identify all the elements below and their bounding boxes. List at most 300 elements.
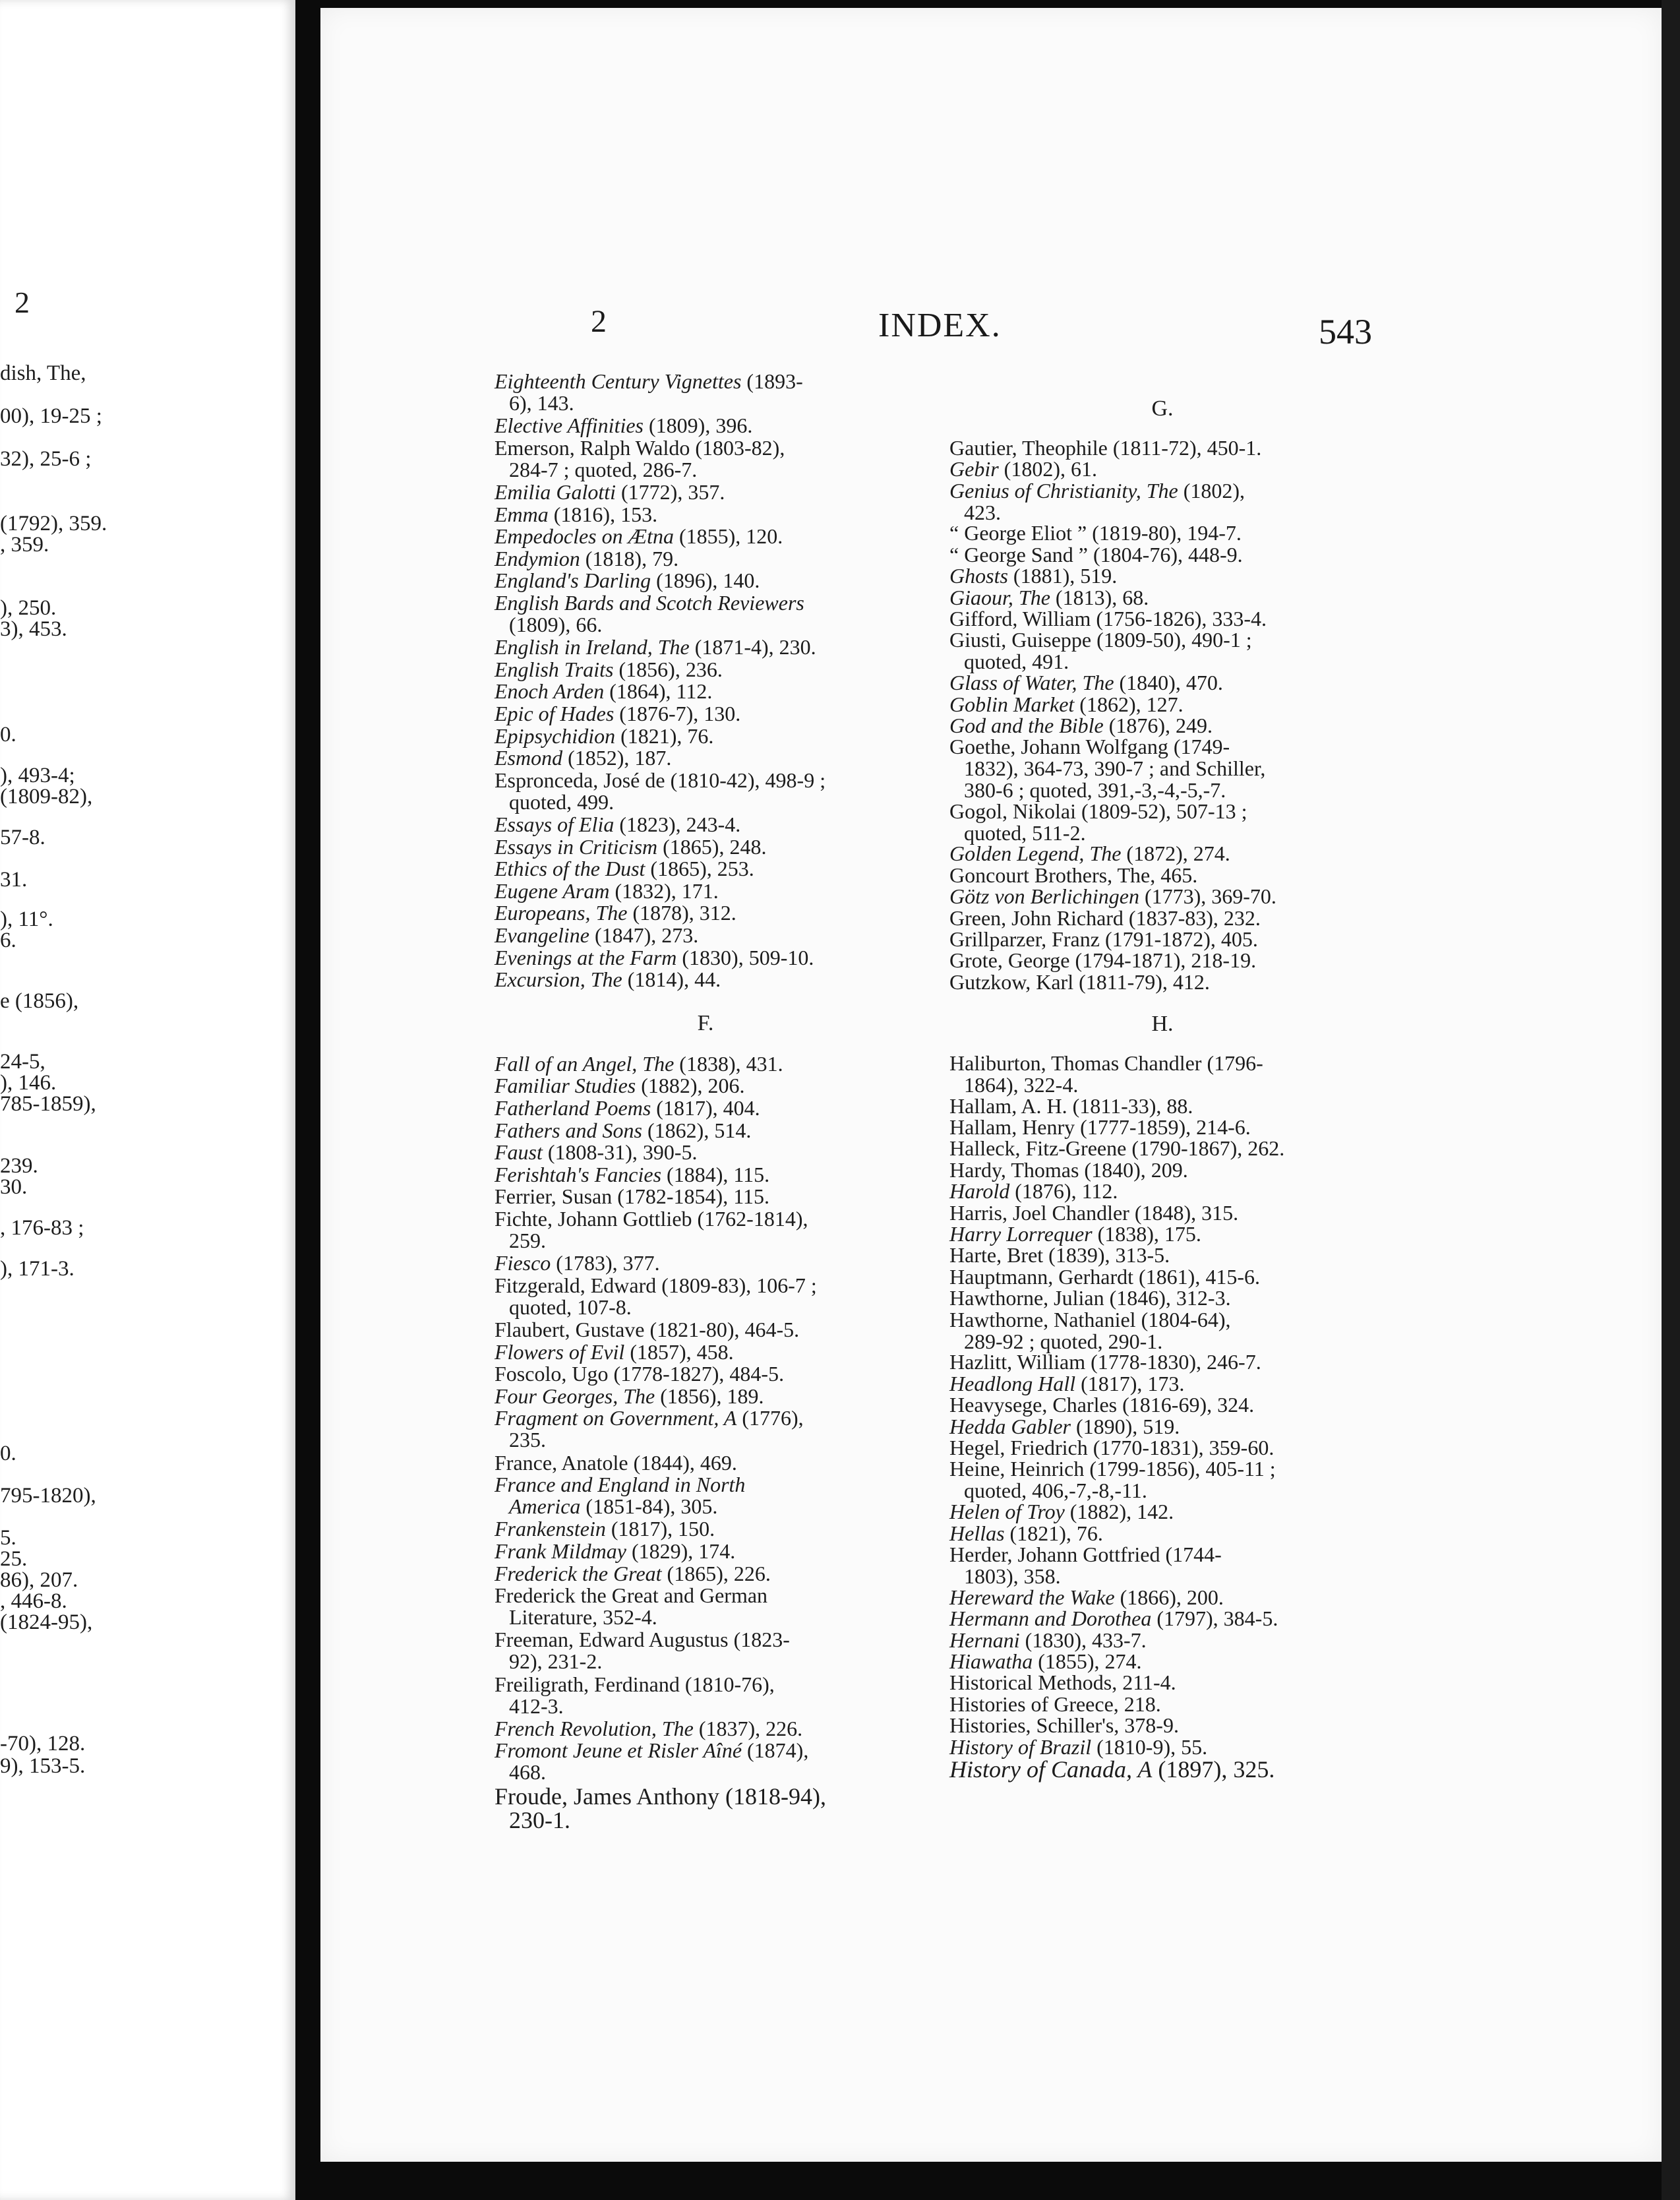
entry-text: Goethe, Johann Wolfgang (1749- [949,735,1230,759]
left-page-text-fragment: 9), 153-5. [0,1754,86,1778]
index-entry [495,1541,916,1562]
index-entry [949,1053,1375,1096]
index-entry [949,1394,1375,1416]
left-page-text-fragment: ), 493-4; [0,764,75,787]
entry-title: Flowers of Evil [495,1339,625,1364]
index-entry [949,971,1375,993]
index-entry [495,1740,916,1783]
entry-continuation [495,614,916,636]
left-page-text-fragment: 3), 453. [0,617,67,641]
entry-text: (1865), 248. [657,834,767,859]
entry-text: (1862), 127. [1074,692,1184,716]
left-page-text-fragment: 30. [0,1175,28,1199]
index-entry [495,548,916,570]
index-entry [495,1208,916,1252]
entry-continuation [495,1808,916,1832]
index-entry [949,715,1375,737]
entry-text: (1865), 226. [661,1561,771,1585]
index-entry [949,1095,1375,1117]
index-entry [495,947,916,969]
entry-text: (1830), 509-10. [676,945,814,969]
index-entry [495,902,916,924]
entry-text: (1817), 150. [605,1517,715,1541]
header-signature-number: 2 [591,304,607,339]
index-entry [949,1223,1375,1245]
entry-text: (1881), 519. [1007,564,1118,588]
index-entry [949,480,1375,524]
entry-text: Gutzkow, Karl (1811-79), 412. [949,969,1210,994]
index-entry [495,925,916,946]
entry-text: Heine, Heinrich (1799-1856), 405-11 ; [949,1457,1276,1481]
entry-title: England's Darling [495,568,651,593]
left-facing-page [0,0,295,2200]
index-entry [949,1587,1375,1608]
entry-title: Essays in Criticism [495,834,658,859]
entry-continuation-text: 1803), 358. [964,1564,1061,1589]
entry-text: (1882), 142. [1064,1500,1174,1524]
entry-continuation-text: quoted, 499. [509,789,615,814]
entry-text: (1840), 470. [1114,671,1223,695]
entry-title: Essays of Elia [495,812,615,836]
entry-text: (1838), 175. [1092,1222,1201,1246]
index-entry [949,801,1375,844]
left-page-text-fragment: (1792), 359. [0,512,107,535]
index-entry [495,880,916,902]
entry-text: Hazlitt, William (1778-1830), 246-7. [949,1350,1261,1374]
index-entry [949,1373,1375,1395]
entry-text: Gifford, William (1756-1826), 333-4. [949,606,1267,630]
entry-text: Foscolo, Ugo (1778-1827), 484-5. [495,1362,785,1386]
section-letter: F. [697,1011,714,1036]
entry-title: Four Georges, The [495,1384,655,1408]
entry-text: Hallam, A. H. (1811-33), 88. [949,1093,1193,1118]
index-entry [949,736,1375,801]
index-entry [495,681,916,702]
entry-continuation-text: quoted, 511-2. [964,820,1086,845]
left-page-text-fragment: , 446-8. [0,1589,67,1613]
entry-title: Harry Lorrequer [949,1222,1093,1246]
entry-continuation [495,1297,916,1318]
index-entry [949,694,1375,716]
index-entry [495,836,916,858]
entry-text: Frederick the Great and German [495,1583,768,1608]
entry-continuation [495,1761,916,1783]
index-entry [495,725,916,747]
index-entry [495,747,916,769]
left-page-text-fragment: 25. [0,1547,28,1571]
index-entry [949,1138,1375,1159]
index-entry [949,672,1375,694]
entry-continuation: 380-6 ; quoted, 391,-3,-4,-5,-7. [964,778,1226,803]
left-page-text-fragment: e (1856), [0,989,79,1013]
entry-text: (1852), 187. [562,746,672,770]
left-page-text-fragment: 32), 25-6 ; [0,447,92,471]
index-entry [949,1159,1375,1181]
index-entry [949,907,1375,929]
entry-title: Glass of Water, The [949,671,1114,695]
index-entry [949,1501,1375,1523]
entry-continuation-text: 468. [509,1760,546,1785]
entry-continuation-text: 6), 143. [509,391,574,415]
entry-continuation-text: 1832), 364-73, 390-7 ; and Schiller, [964,756,1266,781]
entry-text: Haliburton, Thomas Chandler (1796- [949,1051,1263,1075]
entry-title: America [509,1494,581,1519]
index-entry [949,1715,1375,1736]
index-entry [949,1608,1375,1630]
entry-text: (1816), 153. [548,502,658,526]
left-page-text-fragment: ), 250. [0,596,57,620]
index-entry [495,1075,916,1097]
entry-continuation [495,392,916,414]
entry-title: Elective Affinities [495,413,644,438]
index-page [320,8,1662,2162]
entry-text: Grote, George (1794-1871), 218-19. [949,948,1257,973]
index-entry [495,1341,916,1363]
index-entry [495,504,916,526]
entry-text: Herder, Johann Gottfried (1744- [949,1543,1222,1567]
entry-title: Empedocles on Ætna [495,524,674,549]
index-entry [495,1275,916,1318]
entry-text: (1876), 249. [1103,713,1213,737]
entry-title: Evenings at the Farm [495,945,677,969]
left-page-text-fragment: ), 11°. [0,907,53,931]
section-letter: G. [1151,396,1174,421]
entry-title: Hellas [949,1521,1005,1545]
entry-title: Fiesco [495,1251,551,1275]
entry-title: Eighteenth Century Vignettes [495,369,742,393]
entry-text: Freeman, Edward Augustus (1823- [495,1628,790,1652]
entry-title: Frederick the Great [495,1561,662,1585]
index-entry [495,703,916,725]
index-entry [495,1563,916,1585]
index-entry [949,1351,1375,1373]
index-entry [495,1363,916,1385]
entry-text: Hallam, Henry (1777-1859), 214-6. [949,1115,1251,1140]
entry-text: “ George Eliot ” (1819-80), 194-7. [949,521,1242,545]
index-entry [495,437,916,481]
entry-continuation-text: 1864), 322-4. [964,1072,1079,1097]
index-entry [949,929,1375,950]
index-entry [495,1585,916,1628]
index-entry [495,636,916,658]
index-entry [949,1523,1375,1544]
entry-continuation [495,1696,916,1717]
entry-text: Histories, Schiller's, 378-9. [949,1713,1179,1738]
entry-text: (1864), 112. [604,679,713,704]
entry-continuation-text: (1851-84), 305. [580,1494,718,1519]
page-number: 543 [1319,312,1372,351]
entry-text: (1838), 431. [674,1051,783,1076]
entry-continuation [495,1429,916,1451]
index-entry [949,1309,1375,1353]
entry-text: (1773), 369-70. [1139,884,1276,909]
entry-title: Europeans, The [495,901,628,925]
index-entry [949,544,1375,566]
left-page-text-fragment: ), 146. [0,1071,57,1095]
entry-text: Froude, James Anthony (1818-94), [495,1783,826,1810]
index-entry [949,1630,1375,1651]
left-page-text-fragment: 5. [0,1526,16,1550]
entry-text: Hawthorne, Julian (1846), 312-3. [949,1286,1231,1310]
entry-text: France, Anatole (1844), 469. [495,1450,737,1475]
left-page-text-fragment: 86), 207. [0,1568,78,1592]
index-entry [949,565,1375,587]
left-page-text-fragment: 239. [0,1154,38,1178]
entry-continuation [949,822,1375,844]
index-entry [949,1202,1375,1224]
entry-continuation-text: quoted, 107-8. [509,1295,632,1319]
entry-text: Ferrier, Susan (1782-1854), 115. [495,1184,770,1209]
entry-title: Headlong Hall [949,1371,1076,1395]
left-page-text-fragment: , 176-83 ; [0,1216,84,1240]
entry-title: Epic of Hades [495,702,615,725]
entry-text: (1897), 325. [1152,1756,1275,1783]
entry-text: (1866), 200. [1114,1585,1224,1609]
entry-title: Fragment on Government, A [495,1406,737,1430]
index-entry [949,1757,1375,1781]
index-entry [949,522,1375,544]
entry-continuation [949,758,1375,779]
index-entry [495,1053,916,1075]
entry-continuation-text: 259. [509,1229,546,1253]
entry-text: Harris, Joel Chandler (1848), 315. [949,1200,1239,1225]
entry-continuation-text: (1809), 66. [509,613,603,636]
index-entry [495,858,916,880]
entry-text: (1876-7), 130. [614,702,741,725]
entry-title: Hermann and Dorothea [949,1606,1152,1631]
index-entry [495,1386,916,1407]
entry-continuation [495,1606,916,1628]
entry-text: “ George Sand ” (1804-76), 448-9. [949,542,1243,566]
entry-text: Fitzgerald, Edward (1809-83), 106-7 ; [495,1273,817,1297]
entry-title: Helen of Troy [949,1500,1065,1524]
entry-text: (1847), 273. [589,923,699,947]
index-entry [495,371,916,414]
index-entry [949,1544,1375,1587]
entry-text: Giusti, Guiseppe (1809-50), 490-1 ; [949,628,1252,652]
entry-continuation-text: quoted, 406,-7,-8,-11. [964,1479,1147,1503]
entry-continuation [495,791,916,813]
entry-continuation-text: 289-92 ; quoted, 290-1. [964,1329,1163,1353]
entry-text: (1821), 76. [1004,1521,1103,1545]
index-entry [495,1186,916,1207]
entry-text: (1857), 458. [624,1339,734,1364]
entry-continuation-text: quoted, 491. [964,650,1069,674]
entry-title: Fall of an Angel, The [495,1051,675,1076]
entry-text: (1884), 115. [661,1162,770,1186]
index-entry [495,592,916,636]
entry-continuation [495,1230,916,1252]
entry-title: Emma [495,502,549,526]
index-entry [949,587,1375,609]
entry-text: Emerson, Ralph Waldo (1803-82), [495,435,785,460]
entry-text: (1855), 120. [673,524,783,549]
entry-text: (1878), 312. [627,901,736,925]
entry-text: Heavysege, Charles (1816-69), 324. [949,1393,1255,1417]
entry-text: (1856), 236. [613,657,723,681]
index-entry [949,1416,1375,1438]
index-entry [495,570,916,592]
entry-continuation [949,1331,1375,1353]
left-page-text-fragment: 785-1859), [0,1092,96,1116]
entry-text: Harte, Bret (1839), 313-5. [949,1243,1170,1268]
entry-text: Freiligrath, Ferdinand (1810-76), [495,1672,775,1696]
entry-continuation-text: 230-1. [509,1806,570,1833]
entry-title: Ferishtah's Fancies [495,1162,662,1186]
entry-title: God and the Bible [949,713,1104,737]
entry-text: (1876), 112. [1009,1179,1118,1204]
entry-title: History of Brazil [949,1734,1092,1759]
index-entry [495,1164,916,1186]
entry-text: Gogol, Nikolai (1809-52), 507-13 ; [949,799,1247,823]
entry-text: (1809), 396. [644,413,753,438]
index-entry [949,1437,1375,1459]
left-page-text-fragment: (1809-82), [0,785,93,809]
entry-text: Hegel, Friedrich (1770-1831), 359-60. [949,1436,1275,1460]
index-entry [495,1474,916,1517]
left-page-text-fragment: 57-8. [0,826,45,849]
entry-text: (1821), 76. [615,723,714,748]
entry-title: Endymion [495,546,580,570]
entry-text: (1855), 274. [1033,1649,1142,1674]
entry-text: (1802), [1178,478,1245,503]
entry-continuation-text: 423. [964,500,1001,524]
entry-text: (1871-4), 230. [689,635,816,659]
left-page-number: 2 [15,286,30,319]
entry-text: Hardy, Thomas (1840), 209. [949,1157,1188,1182]
entry-title: France and England in North [495,1473,746,1497]
index-entry [949,1672,1375,1694]
left-page-text-fragment: (1824-95), [0,1610,93,1634]
entry-text: (1823), 243-4. [614,812,741,836]
index-entry [495,1120,916,1142]
entry-title: History of Canada, A [949,1756,1153,1783]
entry-title: Ethics of the Dust [495,857,645,881]
index-entry [495,415,916,437]
index-entry [949,843,1375,865]
entry-title: Enoch Arden [495,679,605,704]
entry-text: (1837), 226. [693,1716,803,1740]
index-entry [495,526,916,547]
index-entry [949,950,1375,971]
entry-title: Golden Legend, The [949,841,1122,866]
entry-text: Goncourt Brothers, The, 465. [949,863,1198,887]
entry-title: Giaour, The [949,585,1050,609]
entry-text: Hauptmann, Gerhardt (1861), 415-6. [949,1264,1260,1289]
entry-title: Goblin Market [949,692,1075,716]
entry-text: Historical Methods, 211-4. [949,1670,1176,1695]
index-entry [949,1651,1375,1672]
index-entry [949,458,1375,480]
entry-text: (1797), 384-5. [1151,1606,1278,1631]
entry-text: (1814), 44. [622,967,721,992]
left-page-text-fragment: 795-1820), [0,1484,96,1508]
index-entry [949,1180,1375,1202]
index-entry [495,1252,916,1274]
left-page-text-fragment: 0. [0,1442,16,1465]
entry-title: Hiawatha [949,1649,1033,1674]
entry-text: (1772), 357. [616,480,725,504]
left-page-text-fragment: 31. [0,868,28,892]
index-entry [495,1097,916,1119]
entry-text: (1874), [742,1738,809,1763]
index-entry [495,1142,916,1163]
entry-text: Histories of Greece, 218. [949,1692,1161,1716]
index-entry [949,1736,1375,1758]
entry-title: Ghosts [949,564,1008,588]
index-entry [495,770,916,813]
index-entry [495,1674,916,1717]
entry-title: Fatherland Poems [495,1096,651,1120]
entry-text: Fichte, Johann Gottlieb (1762-1814), [495,1207,808,1231]
entry-text: Espronceda, José de (1810-42), 498-9 ; [495,768,826,792]
entry-text: Halleck, Fitz-Greene (1790-1867), 262. [949,1136,1285,1161]
entry-continuation-text: 284-7 ; quoted, 286-7. [509,457,698,481]
left-page-text-fragment: 00), 19-25 ; [0,404,102,428]
entry-text: (1783), 377. [551,1251,660,1275]
entry-text: (1810-9), 55. [1091,1734,1208,1759]
entry-text: (1882), 206. [636,1074,745,1098]
entry-text: (1818), 79. [580,546,679,570]
entry-text: Flaubert, Gustave (1821-80), 464-5. [495,1318,800,1342]
entry-continuation [495,1496,916,1517]
entry-title: Frankenstein [495,1517,606,1541]
index-entry [495,1629,916,1672]
entry-text: (1817), 173. [1075,1371,1185,1395]
entry-text: (1829), 174. [626,1539,736,1564]
index-entry [495,659,916,681]
entry-title: Hernani [949,1628,1020,1652]
entry-title: Eugene Aram [495,878,610,903]
entry-title: Evangeline [495,923,589,947]
entry-title: Hedda Gabler [949,1414,1071,1438]
entry-continuation-text: 235. [509,1428,546,1452]
entry-title: Epipsychidion [495,723,616,748]
entry-text: (1802), 61. [998,457,1097,481]
index-entry [949,437,1375,459]
entry-title: Hereward the Wake [949,1585,1115,1609]
entry-title: Harold [949,1179,1010,1204]
index-entry [495,814,916,836]
entry-text: Gautier, Theophile (1811-72), 450-1. [949,435,1262,460]
entry-text: (1817), 404. [651,1096,760,1120]
entry-continuation [949,1074,1375,1096]
left-page-text-fragment: 0. [0,723,16,747]
left-page-text-fragment: -70), 128. [0,1732,86,1756]
entry-continuation [495,1651,916,1672]
index-entry [495,1407,916,1451]
index-entry [495,1718,916,1740]
entry-text: Hawthorne, Nathaniel (1804-64), [949,1307,1231,1331]
entry-text: (1808-31), 390-5. [542,1140,698,1165]
entry-text: Grillparzer, Franz (1791-1872), 405. [949,927,1258,951]
entry-title: Esmond [495,746,563,770]
entry-title: Faust [495,1140,543,1165]
left-page-text-fragment: , 359. [0,533,49,557]
entry-continuation [949,502,1375,524]
entry-title: Fathers and Sons [495,1118,642,1142]
index-entry [949,1116,1375,1138]
entry-title: Emilia Galotti [495,480,616,504]
left-page-text-fragment: 24-5, [0,1050,45,1074]
index-entry [495,1518,916,1540]
entry-continuation-text: Literature, 352-4. [509,1605,657,1630]
left-page-text-fragment: dish, The, [0,361,86,385]
entry-continuation-text: 92), 231-2. [509,1649,603,1674]
index-entry [495,481,916,503]
entry-continuation [949,1480,1375,1502]
entry-title: Excursion, The [495,967,622,992]
